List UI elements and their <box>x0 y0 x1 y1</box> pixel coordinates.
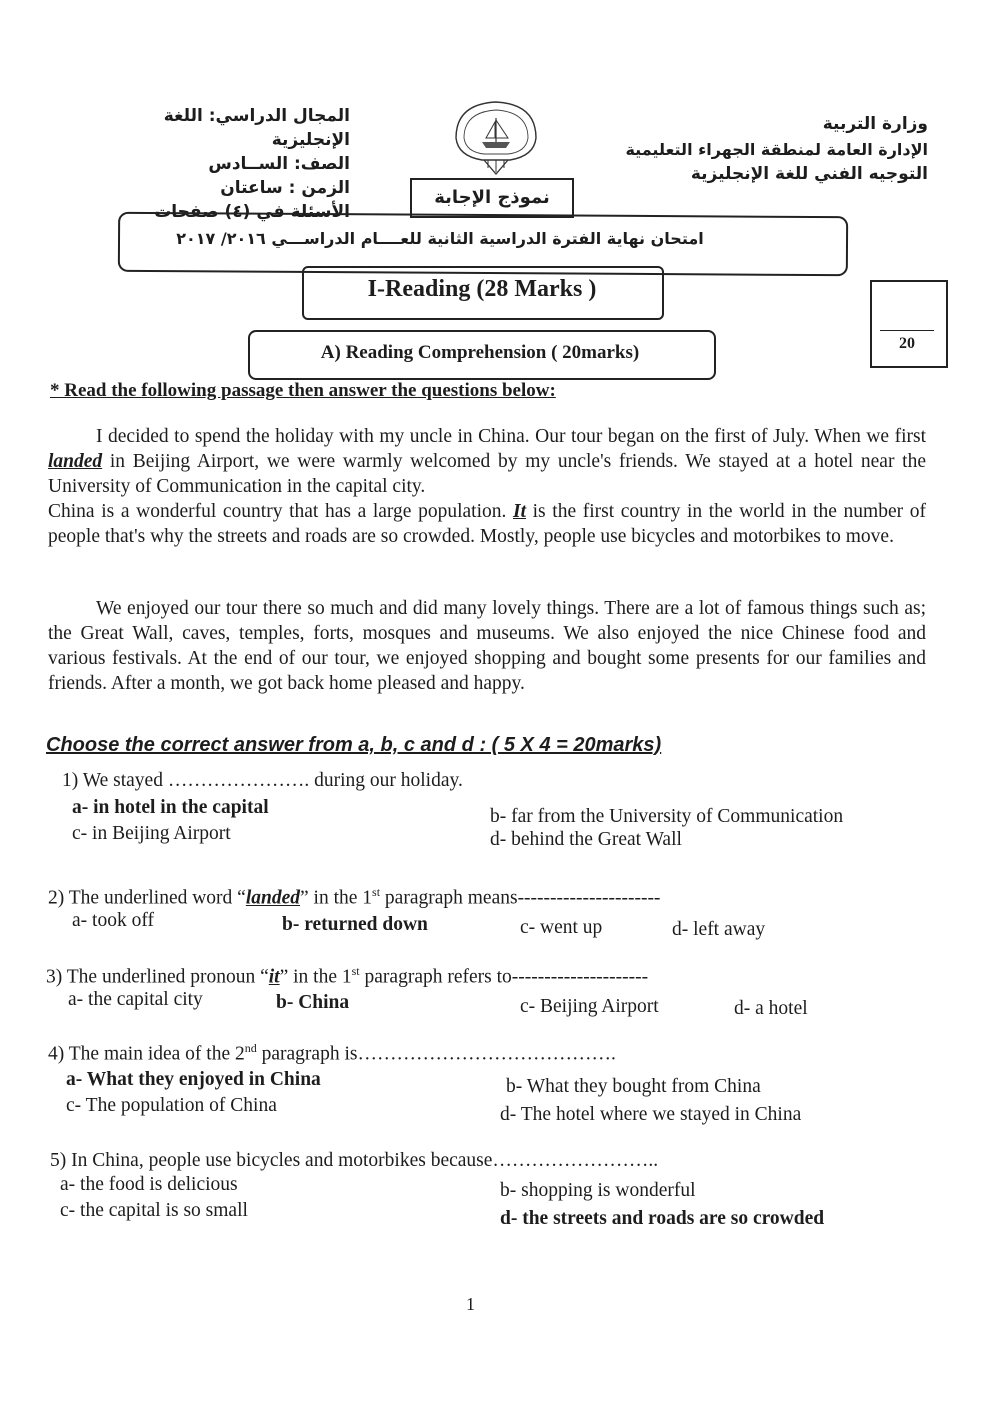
ministry-name: وزارة التربية <box>822 114 928 134</box>
time-line: الزمن : ساعتان <box>220 178 350 198</box>
question-5-option-a: a- the food is delicious <box>60 1174 238 1195</box>
subsection-title: A) Reading Comprehension ( 20marks) <box>320 342 640 363</box>
stem-text: paragraph means---------------------- <box>380 887 661 909</box>
question-3-option-b: b- China <box>276 992 350 1013</box>
passage-text: We enjoyed our tour there so much and did many lovely things. There are a lot of famous things such as; the Great Wall, caves, temples, forts, mosques and museums. We also enjoyed the nice Chinese food and various festivals. At the end of our tour, we enjoyed shopping and bought some presents for our families and friends. After a month, we got back home pleased and happy. <box>48 598 926 694</box>
model-answer-label: نموذج الإجابة <box>410 178 574 218</box>
underlined-word: it <box>268 966 280 988</box>
question-4-option-c: c- The population of China <box>66 1095 277 1116</box>
question-3-option-d: d- a hotel <box>734 998 808 1019</box>
question-4-option-d: d- The hotel where we stayed in China <box>500 1104 802 1125</box>
question-2-option-b: b- returned down <box>282 914 428 935</box>
stem-text: ” in the 1 <box>279 966 352 988</box>
score-box <box>870 280 948 368</box>
stem-text: 2) The underlined word “ <box>48 887 246 909</box>
passage-paragraph-2 <box>48 596 926 696</box>
ordinal-suffix: st <box>372 885 381 899</box>
question-1-option-b: b- far from the University of Communication <box>490 806 844 827</box>
question-5-option-b: b- shopping is wonderful <box>500 1180 696 1201</box>
ordinal-suffix: st <box>351 964 360 978</box>
score-total: 20 <box>899 335 915 352</box>
subject-line: المجال الدراسي: اللغة الإنجليزية <box>163 106 350 150</box>
question-3-option-a: a- the capital city <box>68 989 203 1010</box>
question-5-option-d: d- the streets and roads are so crowded <box>500 1208 825 1229</box>
score-divider <box>880 330 934 331</box>
question-1-option-d: d- behind the Great Wall <box>490 829 682 850</box>
question-5-option-c: c- the capital is so small <box>60 1200 248 1221</box>
question-2-option-c: c- went up <box>520 917 603 938</box>
question-3-option-c: c- Beijing Airport <box>520 996 659 1017</box>
passage-instruction: * Read the following passage then answer the questions below: <box>50 380 556 401</box>
question-2-option-a: a- took off <box>72 910 154 931</box>
page-number: 1 <box>466 1294 475 1314</box>
directorate-name: الإدارة العامة لمنطقة الجهراء التعليمية <box>625 140 928 159</box>
passage-text: in Beijing Airport, we were warmly welcomed by my uncle's friends. We stayed at a hotel near the University of Communication in the capital city. <box>48 451 926 497</box>
question-3-stem <box>46 964 648 989</box>
ministry-header <box>600 112 928 187</box>
exam-info-header <box>100 104 350 224</box>
question-4-option-a: a- What they enjoyed in China <box>66 1069 321 1090</box>
question-1-stem: 1) We stayed …………………. during our holiday. <box>62 770 463 791</box>
passage-text: China is a wonderful country that has a large population. <box>48 501 513 522</box>
question-1-option-a: a- in hotel in the capital <box>72 797 269 818</box>
grade-line: الصف: الســادس <box>208 154 350 174</box>
underlined-pronoun-it: It <box>513 501 527 522</box>
stem-text: 4) The main idea of the 2 <box>48 1043 245 1065</box>
underlined-word: landed <box>245 887 300 909</box>
questions-title: Choose the correct answer from a, b, c and d : ( 5 X 4 = 20marks) <box>46 734 662 756</box>
underlined-word-landed: landed <box>48 451 103 472</box>
passage-paragraph-1 <box>48 424 926 549</box>
question-2-stem <box>48 885 660 910</box>
passage-text: I decided to spend the holiday with my uncle in China. Our tour began on the first of July. When we first <box>96 426 926 447</box>
question-1-option-c: c- in Beijing Airport <box>72 823 231 844</box>
pages-line: الأسئلة في (٤) صفحات <box>154 202 350 222</box>
question-4-stem <box>48 1041 616 1066</box>
stem-text: 3) The underlined pronoun “ <box>46 966 269 988</box>
question-4-option-b: b- What they bought from China <box>506 1076 761 1097</box>
passage-text: is the first country in the world in the number of people that's why the streets and roads are so crowded. Mostly, people use bicycles and motorbikes to move. <box>48 501 926 547</box>
question-5-stem: 5) In China, people use bicycles and motorbikes because…………………….. <box>50 1150 659 1171</box>
exam-title: امتحان نهاية الفترة الدراسية الثانية للعــــام الدراســـي ٢٠١٦/ ٢٠١٧ <box>176 229 704 248</box>
ordinal-suffix: nd <box>244 1041 257 1055</box>
stem-text: paragraph refers to--------------------- <box>359 966 649 988</box>
section-title: I-Reading (28 Marks ) <box>367 276 597 302</box>
question-2-option-d: d- left away <box>672 919 766 940</box>
supervision-name: التوجيه الفني للغة الإنجليزية <box>690 164 928 184</box>
stem-text: paragraph is…………………………………. <box>256 1043 616 1065</box>
kuwait-emblem-icon <box>448 98 544 178</box>
stem-text: ” in the 1 <box>300 887 373 909</box>
